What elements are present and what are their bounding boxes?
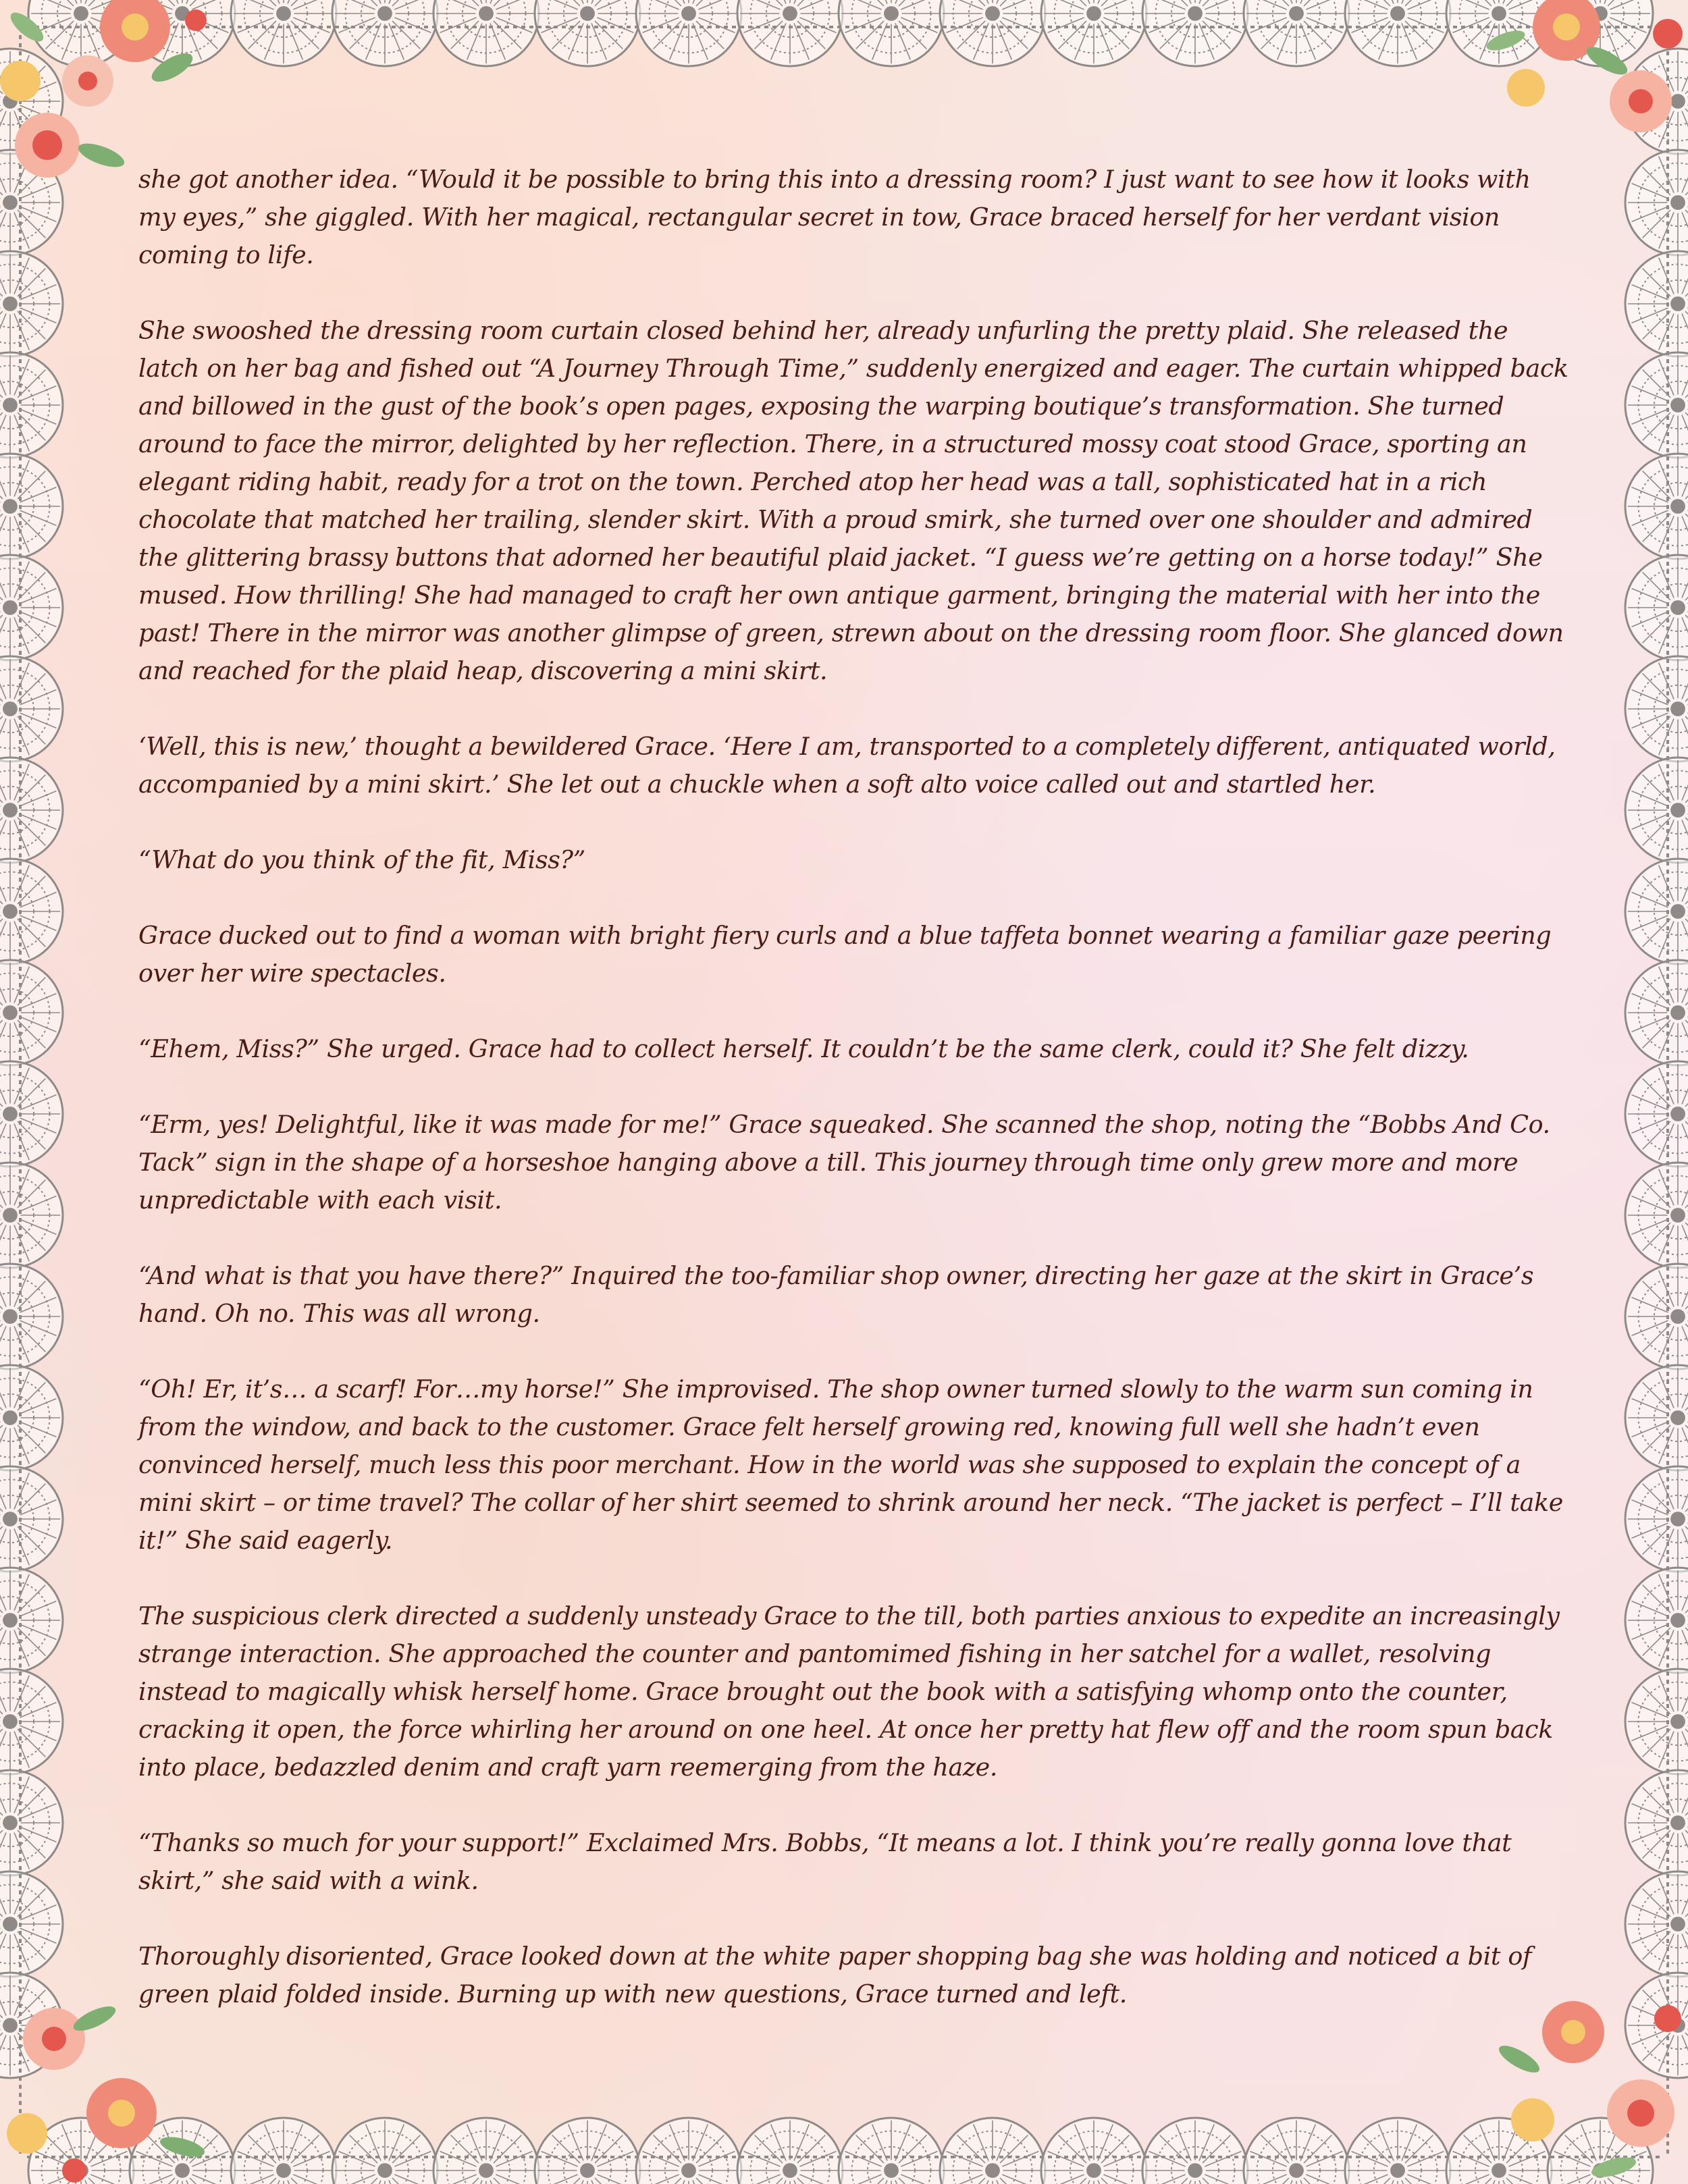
lace-rosette xyxy=(0,859,63,964)
lace-rosette xyxy=(433,2118,539,2184)
lace-rosette xyxy=(1142,0,1248,66)
lace-rosette xyxy=(1625,1264,1688,1369)
paragraph-5: Grace ducked out to find a woman with bright fiery curls and a blue taffeta bonnet wearing a familiar gaze peering over her wire spectacles. xyxy=(138,921,1552,988)
lace-rosette xyxy=(1142,2118,1248,2184)
lace-rosette xyxy=(1625,251,1688,356)
lace-rosette xyxy=(28,0,134,66)
lace-rosette xyxy=(1625,960,1688,1065)
lace-rosette xyxy=(1625,1770,1688,1875)
lace-rosette xyxy=(0,1163,63,1268)
lace-rosette xyxy=(1625,1871,1688,1977)
lace-rosette xyxy=(1625,1669,1688,1774)
lace-rosette xyxy=(231,2118,336,2184)
lace-rosette xyxy=(332,0,438,66)
lace-rosette xyxy=(0,150,63,255)
lace-rosette xyxy=(0,454,63,559)
lace-rosette xyxy=(130,0,235,66)
lace-rosette xyxy=(1041,2118,1146,2184)
lace-rosette xyxy=(1625,150,1688,255)
lace-rosette xyxy=(1041,0,1146,66)
lace-rosette xyxy=(1625,555,1688,660)
lace-rosette xyxy=(1625,352,1688,458)
lace-rosette xyxy=(0,1871,63,1977)
lace-rosette xyxy=(1345,0,1450,66)
paragraph-3: ‘Well, this is new,’ thought a bewildered Grace. ‘Here I am, transported to a completely different, antiquated world, accompanied by a mini skirt.’ She let out a chuckle when a soft alto voice called out and startled her. xyxy=(138,732,1556,799)
lace-rosette xyxy=(1625,1568,1688,1673)
lace-rosette xyxy=(839,0,944,66)
lace-rosette xyxy=(1625,1061,1688,1167)
lace-rosette xyxy=(1625,1466,1688,1572)
lace-rosette xyxy=(737,0,843,66)
paragraph-8: “And what is that you have there?” Inquired the too-familiar shop owner, directing her gaze at the skirt in Grace’s hand. Oh no. This was all wrong. xyxy=(138,1261,1534,1328)
lace-rosette xyxy=(636,0,741,66)
lace-rosette xyxy=(535,0,640,66)
lace-rosette xyxy=(0,1264,63,1369)
paragraph-1: she got another idea. “Would it be possible to bring this into a dressing room? I just want to see how it looks with my eyes,” she giggled. With her magical, rectangular secret in tow, Grace braced herself for her verdant vision coming to life. xyxy=(138,165,1531,269)
paragraph-2: She swooshed the dressing room curtain closed behind her, already unfurling the pretty plaid. She released the latch on her bag and fished out “A Journey Through Time,” suddenly energized and eager. The curtain whipped back and billowed in the gust of the book’s open pages, exposing the warping boutique’s transformation. She turned around to face the mirror, delighted by her reflection. There, in a structured mossy coat stood Grace, sporting an elegant riding habit, ready for a trot on the town. Perched atop her head was a tall, sophisticated hat in a rich chocolate that matched her trailing, slender skirt. With a proud smirk, she turned over one shoulder and admired the glittering brassy buttons that adorned her beautiful plaid jacket. “I guess we’re getting on a horse today!” She mused. How thrilling! She had managed to craft her own antique garment, bringing the material with her into the past! There in the mirror was another glimpse of green, strewn about on the dressing room floor. She glanced down and reached for the plaid heap, discovering a mini skirt. xyxy=(138,316,1568,685)
lace-rosette xyxy=(1548,0,1653,66)
lace-rosette xyxy=(737,2118,843,2184)
paragraph-12: Thoroughly disoriented, Grace looked down at the white paper shopping bag she was holding and noticed a bit of green plaid folded inside. Burning up with new questions, Grace turned and left. xyxy=(138,1942,1532,2008)
lace-rosette xyxy=(839,2118,944,2184)
paragraph-7: “Erm, yes! Delightful, like it was made for me!” Grace squeaked. She scanned the shop, noting the “Bobbs And Co. Tack” sign in the shape of a horseshoe hanging above a till. This journey through time only grew more and more unpredictable with each visit. xyxy=(138,1110,1550,1215)
lace-rosette xyxy=(332,2118,438,2184)
lace-rosette xyxy=(0,49,63,154)
lace-rosette xyxy=(0,757,63,863)
lace-rosette xyxy=(1625,656,1688,762)
lace-rosette xyxy=(0,1061,63,1167)
lace-rosette xyxy=(28,2118,134,2184)
lace-rosette xyxy=(1625,1973,1688,2078)
lace-rosette xyxy=(1625,454,1688,559)
lace-rosette xyxy=(0,960,63,1065)
paragraph-10: The suspicious clerk directed a suddenly unsteady Grace to the till, both parties anxious to expedite an increasingly strange interaction. She approached the counter and pantomimed fishing in her satchel for a wallet, resolving instead to magically whisk herself home. Grace brought out the book with a satisfying whomp onto the counter, cracking it open, the force whirling her around on one heel. At once her pretty hat flew off and the room spun back into place, bedazzled denim and craft yarn reemerging from the haze. xyxy=(138,1601,1560,1782)
lace-rosette xyxy=(1625,1365,1688,1470)
lace-rosette xyxy=(1244,2118,1349,2184)
paragraph-9: “Oh! Er, it’s… a scarf! For…my horse!” She improvised. The shop owner turned slowly to the warm sun coming in from the window, and back to the customer. Grace felt herself growing red, knowing full well she hadn’t even convinced herself, much less this poor merchant. How in the world was she supposed to explain the concept of a mini skirt – or time travel? The collar of her shirt seemed to shrink around her neck. “The jacket is perfect – I’ll take it!” She said eagerly. xyxy=(138,1375,1563,1555)
lace-rosette xyxy=(130,2118,235,2184)
lace-rosette xyxy=(636,2118,741,2184)
lace-rosette xyxy=(1625,1163,1688,1268)
lace-rosette xyxy=(0,1568,63,1673)
paragraph-4: “What do you think of the fit, Miss?” xyxy=(138,845,585,874)
lace-rosette xyxy=(0,555,63,660)
lace-rosette xyxy=(0,352,63,458)
lace-rosette xyxy=(0,656,63,762)
lace-rosette xyxy=(0,1466,63,1572)
lace-rosette xyxy=(940,0,1045,66)
lace-rosette xyxy=(0,1365,63,1470)
lace-rosette xyxy=(1345,2118,1450,2184)
lace-rosette xyxy=(1244,0,1349,66)
lace-rosette xyxy=(1446,2118,1552,2184)
lace-rosette xyxy=(0,1973,63,2078)
lace-rosette xyxy=(535,2118,640,2184)
lace-rosette xyxy=(1548,2118,1653,2184)
paragraph-6: “Ehem, Miss?” She urged. Grace had to collect herself. It couldn’t be the same clerk, could it? She felt dizzy. xyxy=(138,1034,1469,1063)
lace-rosette xyxy=(231,0,336,66)
paragraph-11: “Thanks so much for your support!” Exclaimed Mrs. Bobbs, “It means a lot. I think you’re really gonna love that skirt,” she said with a wink. xyxy=(138,1828,1512,1895)
lace-rosette xyxy=(1625,49,1688,154)
lace-rosette xyxy=(940,2118,1045,2184)
flower-cluster-icon xyxy=(1465,0,1688,162)
lace-rosette xyxy=(0,1669,63,1774)
lace-rosette xyxy=(1446,0,1552,66)
lace-rosette xyxy=(1625,859,1688,964)
lace-rosette xyxy=(433,0,539,66)
lace-rosette xyxy=(0,251,63,356)
lace-rosette xyxy=(1625,757,1688,863)
story-text xyxy=(138,161,1570,2013)
lace-rosette xyxy=(0,1770,63,1875)
